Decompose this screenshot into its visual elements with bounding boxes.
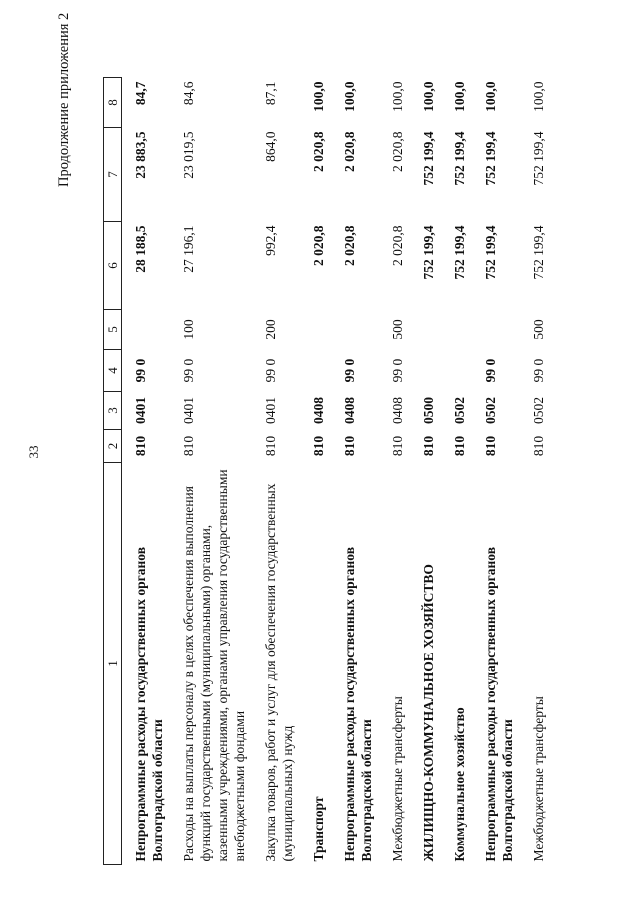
- row-name-cell: [526, 463, 557, 865]
- cell-percent: 100,0: [390, 81, 405, 112]
- row-name: Межбюджетные трансферты: [531, 696, 546, 862]
- cell-executed: 752 199,4: [452, 131, 467, 186]
- cell-code: 810: [342, 435, 357, 457]
- table-row: [176, 78, 258, 865]
- cell-target: 99 0: [263, 358, 278, 383]
- cell-planned: 27 196,1: [181, 225, 196, 273]
- row-name: Непрограммные расходы государственных органов Волгоградской области: [483, 546, 515, 862]
- cell-percent: 100,0: [421, 81, 436, 112]
- cell-section: 0401: [263, 397, 278, 424]
- row-name-cell: [306, 463, 337, 865]
- cell-expense-type: [478, 310, 526, 350]
- col-header-4: 4: [104, 350, 122, 392]
- cell-executed: 2 020,8: [311, 131, 326, 172]
- row-name: Коммунальное хозяйство: [452, 707, 467, 862]
- cell-executed: 752 199,4: [421, 131, 436, 186]
- cell-code: 810: [311, 435, 326, 457]
- cell-code: 810: [133, 435, 148, 457]
- cell-section: 0502: [452, 397, 467, 424]
- cell-planned: 752 199,4: [531, 225, 546, 280]
- cell-target: [416, 350, 447, 392]
- cell-code: 810: [263, 435, 278, 457]
- cell-expense-type: 500: [390, 319, 405, 340]
- cell-target: 99 0: [181, 358, 196, 383]
- row-name-cell: [478, 463, 526, 865]
- row-name-cell: [176, 463, 258, 865]
- cell-percent: 100,0: [342, 81, 357, 112]
- table-row: [128, 78, 176, 865]
- cell-target: 99 0: [483, 358, 498, 383]
- row-name: Межбюджетные трансферты: [390, 696, 405, 862]
- row-name-cell: [337, 463, 385, 865]
- cell-planned: 752 199,4: [452, 225, 467, 280]
- cell-executed: 23 883,5: [133, 131, 148, 179]
- row-name: Расходы на выплаты персоналу в целях обеспечения выполнения функций государственными (муниципальными) органами, казенными учреждениями, органами управления государственными внебюджетными фондами: [181, 469, 247, 862]
- row-name: Непрограммные расходы государственных органов Волгоградской области: [133, 546, 165, 862]
- cell-planned: 2 020,8: [311, 225, 326, 266]
- cell-section: 0401: [181, 397, 196, 424]
- table-row: [478, 78, 526, 865]
- col-header-2: 2: [104, 430, 122, 463]
- cell-expense-type: 500: [531, 319, 546, 340]
- cell-section: 0408: [311, 397, 326, 424]
- cell-section: 0502: [531, 397, 546, 424]
- cell-target: 99 0: [390, 358, 405, 383]
- cell-percent: 100,0: [483, 81, 498, 112]
- col-header-1: 1: [104, 463, 122, 865]
- budget-table: [103, 77, 557, 865]
- cell-planned: 992,4: [263, 225, 278, 256]
- cell-expense-type: [128, 310, 176, 350]
- cell-expense-type: [337, 310, 385, 350]
- col-header-5: 5: [104, 310, 122, 350]
- cell-planned: 752 199,4: [483, 225, 498, 280]
- cell-section: 0500: [421, 397, 436, 424]
- cell-planned: 2 020,8: [390, 225, 405, 266]
- table-row: [416, 78, 447, 865]
- row-name-cell: [385, 463, 416, 865]
- col-header-8: 8: [104, 78, 122, 128]
- cell-section: 0502: [483, 397, 498, 424]
- cell-expense-type: 100: [181, 319, 196, 340]
- cell-executed: 23 019,5: [181, 131, 196, 179]
- cell-percent: 100,0: [531, 81, 546, 112]
- row-name: Непрограммные расходы государственных органов Волгоградской области: [342, 546, 374, 862]
- cell-code: 810: [452, 435, 467, 457]
- cell-planned: 28 188,5: [133, 225, 148, 273]
- table-body: [122, 78, 558, 865]
- cell-percent: 84,6: [181, 81, 196, 106]
- row-name-cell: [447, 463, 478, 865]
- cell-executed: 2 020,8: [390, 131, 405, 172]
- table-row: [258, 78, 306, 865]
- cell-expense-type: 200: [263, 319, 278, 340]
- cell-code: 810: [390, 435, 405, 457]
- row-name-cell: [128, 463, 176, 865]
- col-header-3: 3: [104, 392, 122, 430]
- cell-target: 99 0: [133, 358, 148, 383]
- cell-target: 99 0: [342, 358, 357, 383]
- cell-executed: 752 199,4: [483, 131, 498, 186]
- table-row: [385, 78, 416, 865]
- cell-section: 0408: [342, 397, 357, 424]
- cell-target: [306, 350, 337, 392]
- table-header: [104, 78, 122, 865]
- row-name-cell: [258, 463, 306, 865]
- row-name: Закупка товаров, работ и услуг для обеспечения государственных (муниципальных) нужд: [263, 483, 295, 862]
- table-row: [447, 78, 478, 865]
- col-header-6: 6: [104, 222, 122, 310]
- row-name: Транспорт: [311, 796, 326, 862]
- page-number: 33: [26, 445, 41, 459]
- cell-code: 810: [421, 435, 436, 457]
- cell-target: [447, 350, 478, 392]
- cell-planned: 752 199,4: [421, 225, 436, 280]
- cell-executed: 2 020,8: [342, 131, 357, 172]
- cell-planned: 2 020,8: [342, 225, 357, 266]
- cell-code: 810: [531, 435, 546, 457]
- cell-percent: 87,1: [263, 81, 278, 106]
- cell-target: 99 0: [531, 358, 546, 383]
- col-header-7: 7: [104, 128, 122, 222]
- cell-percent: 100,0: [452, 81, 467, 112]
- continuation-note: Продолжение приложения 2: [56, 12, 72, 187]
- cell-executed: 864,0: [263, 131, 278, 162]
- table-row: [337, 78, 385, 865]
- cell-section: 0408: [390, 397, 405, 424]
- cell-code: 810: [483, 435, 498, 457]
- row-name: ЖИЛИЩНО-КОММУНАЛЬНОЕ ХОЗЯЙСТВО: [421, 564, 436, 862]
- table-row: [526, 78, 557, 865]
- cell-code: 810: [181, 435, 196, 457]
- cell-executed: 752 199,4: [531, 131, 546, 186]
- table-row: [306, 78, 337, 865]
- cell-section: 0401: [133, 397, 148, 424]
- cell-expense-type: [306, 310, 337, 350]
- cell-expense-type: [416, 310, 447, 350]
- row-name-cell: [416, 463, 447, 865]
- cell-percent: 100,0: [311, 81, 326, 112]
- cell-percent: 84,7: [133, 81, 148, 106]
- cell-expense-type: [447, 310, 478, 350]
